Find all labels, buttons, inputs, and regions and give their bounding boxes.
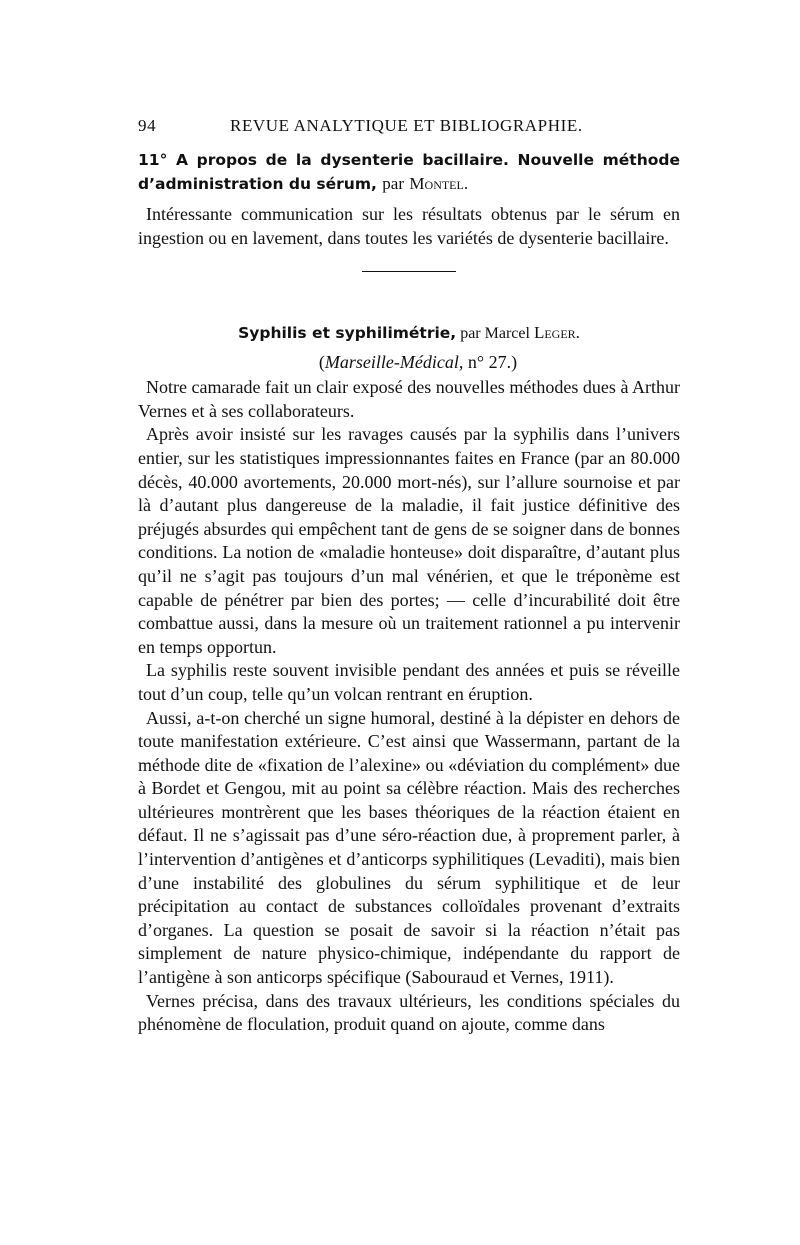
article-2-paragraph: La syphilis reste souvent invisible pendant des années et puis se réveille tout d’un coup, telle qu’un volcan rentrant en éruption. xyxy=(138,660,680,704)
article-2-source: (Marseille-Médical, n° 27.) xyxy=(318,352,518,373)
page-number: 94 xyxy=(138,116,157,135)
article-2-by: par Marcel xyxy=(460,325,530,343)
article-2-heading xyxy=(138,321,680,346)
article-2-title: Syphilis et syphilimétrie, xyxy=(238,324,457,343)
article-1-author: Montel. xyxy=(409,174,469,193)
article-1-heading xyxy=(138,148,680,196)
article-1-by: par xyxy=(382,174,404,193)
article-1-title: 11° A propos de la dysenterie bacillaire. Nouvelle méthode d’administration du sérum, xyxy=(138,151,680,193)
running-head xyxy=(138,116,680,146)
source-journal: Marseille-Médical, xyxy=(324,352,464,373)
journal-title: REVUE ANALYTIQUE ET BIBLIOGRAPHIE. xyxy=(230,116,583,135)
source-number: n° 27. xyxy=(467,352,512,373)
article-2-paragraph: Après avoir insisté sur les ravages causés par la syphilis dans l’univers entier, sur les statistiques impressionnantes faites en France (par an 80.000 décès, 40.000 avortements, 20.000 mort-nés), sur l’allure sournoise et par là d’autant plus dangereuse de la maladie, il fait justice définitive des préjugés absurdes qui empêchent tant de gens de se soigner dans de bonnes conditions. La notion de «maladie honteuse» doit disparaître, d’autant plus qu’il ne s’agit pas toujours d’un mal vénérien, et que le tréponème est capable de pénétrer par bien des portes; — celle d’incurabilité doit être combattue aussi, dans la mesure où un traitement rationnel a pu intervenir en temps opportun. xyxy=(138,424,680,657)
article-1-body: Intéressante communication sur les résultats obtenus par le sérum en ingestion ou en lavement, dans toutes les variétés de dysenterie bacillaire. xyxy=(138,204,680,248)
article-2-author: Leger. xyxy=(533,323,580,343)
page xyxy=(138,116,680,1037)
section-divider xyxy=(362,271,456,272)
article-2-paragraph: Vernes précisa, dans des travaux ultérieurs, les conditions spéciales du phénomène de floculation, produit quand on ajoute, comme dans xyxy=(138,990,680,1035)
article-2-paragraph: Notre camarade fait un clair exposé des nouvelles méthodes dues à Arthur Vernes et à ses collaborateurs. xyxy=(138,377,680,421)
article-2-paragraph: Aussi, a-t-on cherché un signe humoral, destiné à la dépister en dehors de toute manifestation extérieure. C’est ainsi que Wassermann, partant de la méthode dite de «fixation de l’alexine» ou «déviation du complément» due à Bordet et Gengou, mit au point sa célèbre réaction. Mais des recherches ultérieures montrèrent que les bases théoriques de la réaction étaient en défaut. Il ne s’agissait pas d’une séro-réaction due, à proprement parler, à l’intervention d’antigènes et d’anticorps syphilitiques (Levaditi), mais bien d’une instabilité des globulines du sérum syphilitique et de leur précipitation au contact de substances colloïdales provenant d’extraits d’organes. La question se posait de savoir si la réaction n’était pas simplement de nature physico-chimique, indépendante du rapport de l’antigène à son anticorps spécifique (Sabouraud et Vernes, 1911). xyxy=(138,707,680,988)
